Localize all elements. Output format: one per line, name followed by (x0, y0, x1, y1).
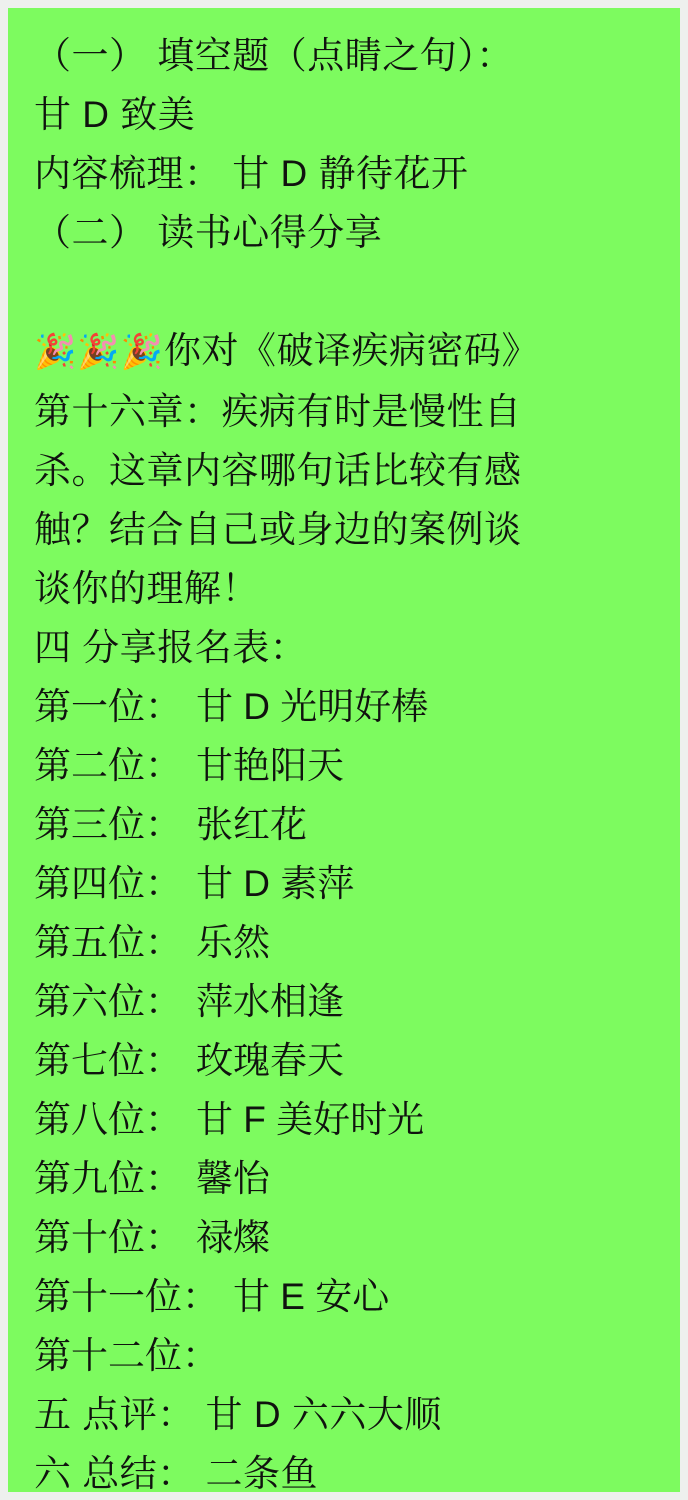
roster-item-label: 第八位： (34, 1099, 182, 1140)
message-header-line-1: （一） 填空题（点睛之句）： (34, 35, 514, 76)
roster-item-name: 甘 F 美好时光 (196, 1099, 425, 1140)
summary-text: 六 总结： 二条鱼 (34, 1448, 318, 1492)
roster-item-label: 第十一位： (34, 1276, 219, 1317)
message-spacer (34, 262, 666, 321)
roster-item (34, 1267, 666, 1326)
roster-item-name: 甘 D 素萍 (196, 863, 355, 904)
roster-item (34, 1090, 666, 1149)
roster-item-name: 乐然 (196, 922, 270, 963)
message-header-line-3: 内容梳理： 甘 D 静待花开 (34, 153, 469, 194)
summary-line (34, 1444, 666, 1492)
roster-item (34, 1208, 666, 1267)
message-prompt-line-1 (34, 321, 666, 382)
roster-item-name: 玫瑰春天 (196, 1040, 344, 1081)
roster-item-name: 张红花 (196, 804, 307, 845)
roster-item-label: 第七位： (34, 1040, 182, 1081)
roster-item (34, 736, 666, 795)
roster-item-name: 甘 D 光明好棒 (196, 686, 429, 727)
roster-item-label: 第三位： (34, 804, 182, 845)
roster-item-label: 第一位： (34, 686, 182, 727)
roster-item (34, 1326, 666, 1385)
chat-message-bubble[interactable] (8, 8, 680, 1492)
roster-title: 四 分享报名表： (34, 627, 308, 668)
roster-item-name: 馨怡 (196, 1158, 270, 1199)
roster-item-label: 第四位： (34, 863, 182, 904)
message-prompt-line-2: 第十六章：疾病有时是慢性自 (34, 391, 522, 432)
roster-item-label: 第十位： (34, 1217, 182, 1258)
roster-item-label: 第二位： (34, 745, 182, 786)
roster-item (34, 913, 666, 972)
roster-item-label: 第六位： (34, 981, 182, 1022)
party-popper-icon: 🎉🎉🎉 (34, 333, 165, 371)
roster-item-name: 禄燦 (196, 1217, 270, 1258)
message-prompt-line-5: 谈你的理解！ (34, 568, 259, 609)
roster-item-name: 萍水相逢 (196, 981, 344, 1022)
roster-item-name (219, 1335, 233, 1376)
roster-item-name: 甘 E 安心 (233, 1276, 390, 1317)
message-prompt-line-3: 杀。这章内容哪句话比较有感 (34, 450, 522, 491)
message-prompt-text-1: 你对《破译疾病密码》 (164, 330, 540, 371)
roster-item (34, 677, 666, 736)
message-header-line-4: （二） 读书心得分享 (34, 212, 383, 253)
roster-item-label: 第十二位： (34, 1335, 219, 1376)
roster-item-label: 第五位： (34, 922, 182, 963)
roster-item (34, 795, 666, 854)
roster-item (34, 1149, 666, 1208)
message-header-line-2: 甘 D 致美 (34, 94, 196, 135)
message-prompt-line-4: 触？结合自己或身边的案例谈 (34, 509, 522, 550)
roster-item (34, 854, 666, 913)
roster-item-label: 第九位： (34, 1158, 182, 1199)
roster-item (34, 972, 666, 1031)
roster-item (34, 1031, 666, 1090)
comment-line: 五 点评： 甘 D 六六大顺 (34, 1394, 442, 1435)
roster-item-name: 甘艳阳天 (196, 745, 344, 786)
